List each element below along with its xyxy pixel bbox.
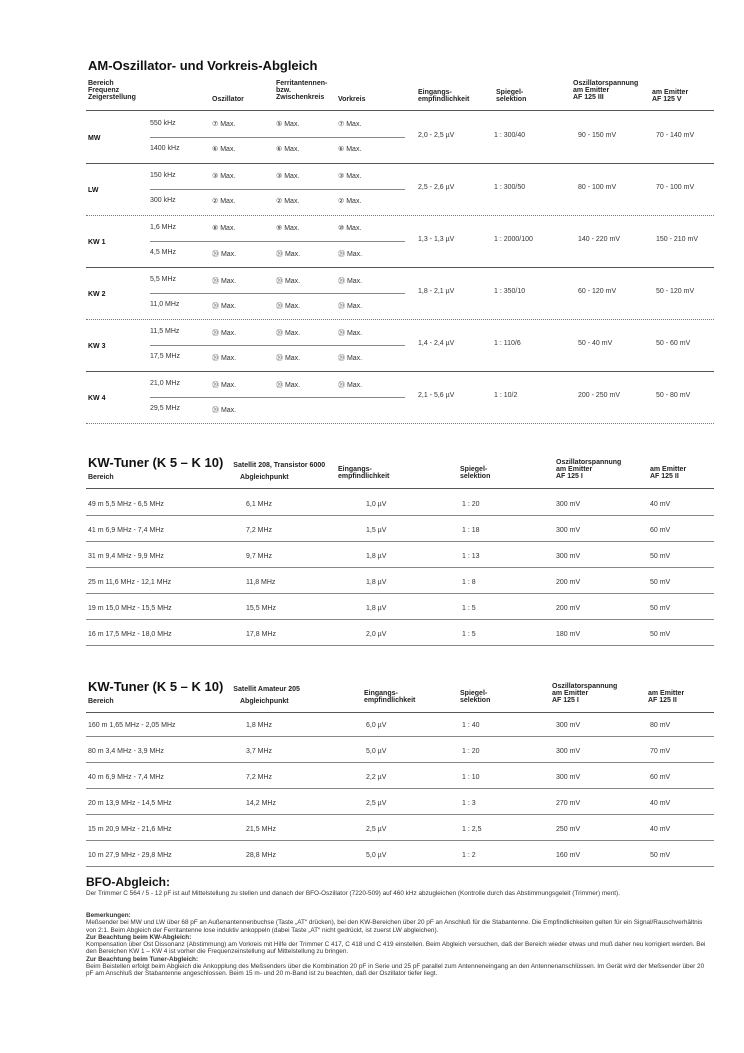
kw2-emitter-value: 40 mV [650, 800, 671, 807]
kw1-eingang-value: 1,5 µV [366, 527, 387, 534]
kw1-osz-value: 300 mV [556, 501, 581, 508]
am-spiegel-value: 1 : 300/40 [494, 132, 526, 139]
kw1-spiegel-value: 1 : 18 [462, 527, 480, 534]
kw1-abgleich-value: 7,2 MHz [246, 527, 273, 534]
am-row-separator [150, 241, 405, 242]
am-emitter-value: 50 - 80 mV [656, 392, 691, 399]
am-frequency: 4,5 MHz [150, 249, 177, 256]
am-header-am-emitter: am Emitter AF 125 V [652, 89, 689, 103]
am-osz-value: 60 - 120 mV [578, 288, 617, 295]
kw2-bereich-value: 20 m 13,9 MHz - 14,5 MHz [88, 800, 172, 807]
kw2-header-abgleich: Abgleichpunkt [240, 698, 289, 705]
kw1-bereich-value: 41 m 6,9 MHz - 7,4 MHz [88, 527, 164, 534]
am-header-spiegel: Spiegel- selektion [496, 89, 527, 103]
kw2-spiegel-value: 1 : 2 [462, 852, 476, 859]
bfo-note-paragraph [86, 919, 711, 934]
kw1-header-em: am Emitter AF 125 II [650, 466, 687, 480]
kw2-eingang-value: 2,5 µV [366, 826, 387, 833]
am-ferrit-value: ⑳ Max. [276, 278, 301, 285]
am-emitter-value: 70 - 100 mV [656, 184, 695, 191]
kw1-spiegel-value: 1 : 5 [462, 631, 476, 638]
am-vorkreis-value: ⑳ Max. [338, 382, 363, 389]
kw1-header-spiegel: Spiegel- selektion [460, 466, 491, 480]
kw2-header-osz: Oszillatorspannung am Emitter AF 125 I [552, 683, 618, 704]
kw1-header-abgleich: Abgleichpunkt [240, 474, 289, 481]
kw1-title: KW-Tuner (K 5 – K 10) [88, 455, 224, 470]
kw2-spiegel-value: 1 : 40 [462, 722, 480, 729]
kw2-abgleich-value: 1,8 MHz [246, 722, 273, 729]
kw2-eingang-value: 5,0 µV [366, 852, 387, 859]
kw1-abgleich-value: 15,5 MHz [246, 605, 276, 612]
am-group-rule [86, 267, 714, 268]
kw2-eingang-value: 2,5 µV [366, 800, 387, 807]
bfo-notes [86, 912, 711, 978]
am-group-rule [86, 319, 714, 320]
am-frequency: 11,5 MHz [150, 328, 180, 335]
kw2-spiegel-value: 1 : 20 [462, 748, 480, 755]
am-oszillator-value: ⑳ Max. [212, 355, 237, 362]
am-ferrit-value: ③ Max. [276, 173, 300, 180]
am-range-label: KW 4 [88, 395, 106, 402]
kw2-subtitle: Satellit Amateur 205 [233, 686, 300, 693]
am-oszillator-value: ⑳ Max. [212, 251, 237, 258]
am-vorkreis-value: ⑦ Max. [338, 121, 362, 128]
kw1-spiegel-value: 1 : 5 [462, 605, 476, 612]
kw2-title-block [88, 678, 300, 696]
am-header-eingang: Eingangs- empfindlichkeit [418, 89, 470, 103]
kw1-abgleich-value: 11,8 MHz [246, 579, 276, 586]
am-osz-value: 50 - 40 mV [578, 340, 613, 347]
am-frequency: 550 kHz [150, 120, 176, 127]
kw2-abgleich-value: 21,5 MHz [246, 826, 276, 833]
am-frequency: 17,5 MHz [150, 353, 180, 360]
kw2-title: KW-Tuner (K 5 – K 10) [88, 679, 224, 694]
am-group-rule [86, 423, 714, 424]
kw1-abgleich-value: 6,1 MHz [246, 501, 273, 508]
am-spiegel-value: 1 : 350/10 [494, 288, 526, 295]
kw1-emitter-value: 50 mV [650, 631, 671, 638]
bfo-note-label: Bemerkungen: [86, 912, 131, 919]
am-vorkreis-value: ⑥ Max. [338, 146, 362, 153]
kw2-eingang-value: 2,2 µV [366, 774, 387, 781]
kw1-eingang-value: 1,0 µV [366, 501, 387, 508]
kw2-eingang-value: 5,0 µV [366, 748, 387, 755]
am-group-rule [86, 163, 714, 164]
am-row-separator [150, 189, 405, 190]
kw1-row-rule [86, 593, 714, 594]
kw1-osz-value: 300 mV [556, 553, 581, 560]
kw2-emitter-value: 40 mV [650, 826, 671, 833]
am-vorkreis-value: ⑳ Max. [338, 278, 363, 285]
am-oszillator-value: ⑥ Max. [212, 146, 236, 153]
kw1-emitter-value: 50 mV [650, 553, 671, 560]
kw1-row-rule [86, 619, 714, 620]
kw1-osz-value: 200 mV [556, 579, 581, 586]
am-range-label: LW [88, 187, 99, 194]
kw1-header-eingang: Eingangs- empfindlichkeit [338, 466, 390, 480]
kw1-emitter-value: 60 mV [650, 527, 671, 534]
kw2-row-rule [86, 840, 714, 841]
kw1-emitter-value: 50 mV [650, 605, 671, 612]
kw1-spiegel-value: 1 : 20 [462, 501, 480, 508]
kw1-eingang-value: 1,8 µV [366, 605, 387, 612]
am-eingang-value: 2,5 - 2,6 µV [418, 184, 455, 191]
am-ferrit-value: ⑳ Max. [276, 355, 301, 362]
kw2-header-em: am Emitter AF 125 II [648, 690, 685, 704]
bfo-note-text: Beim Beistellen erfolgt beim Abgleich die Ankopplung des Meßsenders über die Kombination 20 pF in Serie und 25 pF parallel zum Antenneneingang an den Antennenanschlüssen. Im Gerät wird der Meßsender über 20 pF am Anschluß der Stabantenne angeschlossen. Beim 15 m- und 20 m-Band ist zu beachten, daß der Oszillator tiefer liegt. [86, 963, 705, 978]
am-osz-value: 140 - 220 mV [578, 236, 621, 243]
kw1-osz-value: 300 mV [556, 527, 581, 534]
am-oszillator-value: ③ Max. [212, 173, 236, 180]
kw1-emitter-value: 50 mV [650, 579, 671, 586]
kw1-bereich-value: 31 m 9,4 MHz - 9,9 MHz [88, 553, 164, 560]
am-spiegel-value: 1 : 300/50 [494, 184, 526, 191]
am-oszillator-value: ⑳ Max. [212, 382, 237, 389]
kw1-eingang-value: 1,8 µV [366, 553, 387, 560]
am-row-separator [150, 137, 405, 138]
am-spiegel-value: 1 : 10/2 [494, 392, 518, 399]
am-frequency: 21,0 MHz [150, 380, 180, 387]
kw2-eingang-value: 6,0 µV [366, 722, 387, 729]
kw2-emitter-value: 60 mV [650, 774, 671, 781]
am-range-label: MW [88, 135, 101, 142]
kw2-osz-value: 300 mV [556, 722, 581, 729]
kw2-row-rule [86, 866, 714, 867]
kw1-eingang-value: 1,8 µV [366, 579, 387, 586]
am-row-separator [150, 293, 405, 294]
kw2-emitter-value: 50 mV [650, 852, 671, 859]
kw2-row-rule [86, 788, 714, 789]
kw1-osz-value: 200 mV [556, 605, 581, 612]
kw2-header-bereich: Bereich [88, 698, 114, 705]
am-oszillator-value: ⑦ Max. [212, 121, 236, 128]
am-group-rule [86, 371, 714, 372]
am-ferrit-value: ⑳ Max. [276, 330, 301, 337]
am-ferrit-value: ⑤ Max. [276, 121, 300, 128]
bfo-note-paragraph [86, 941, 711, 956]
am-section-title: AM-Oszillator- und Vorkreis-Abgleich [88, 58, 318, 73]
am-ferrit-value: ⑳ Max. [276, 303, 301, 310]
kw2-bereich-value: 160 m 1,65 MHz - 2,05 MHz [88, 722, 176, 729]
am-vorkreis-value: ⑳ Max. [338, 355, 363, 362]
kw2-abgleich-value: 14,2 MHz [246, 800, 276, 807]
am-oszillator-value: ⑧ Max. [212, 225, 236, 232]
am-spiegel-value: 1 : 2000/100 [494, 236, 533, 243]
kw1-eingang-value: 2,0 µV [366, 631, 387, 638]
kw1-row-rule [86, 541, 714, 542]
am-ferrit-value: ⑳ Max. [276, 251, 301, 258]
am-vorkreis-value: ② Max. [338, 198, 362, 205]
am-range-label: KW 2 [88, 291, 106, 298]
am-oszillator-value: ⑳ Max. [212, 303, 237, 310]
am-emitter-value: 150 - 210 mV [656, 236, 699, 243]
kw1-bereich-value: 19 m 15,0 MHz - 15,5 MHz [88, 605, 172, 612]
kw2-bereich-value: 10 m 27,9 MHz - 29,8 MHz [88, 852, 172, 859]
kw2-abgleich-value: 3,7 MHz [246, 748, 273, 755]
kw2-abgleich-value: 28,8 MHz [246, 852, 276, 859]
kw1-header-rule [86, 488, 714, 489]
am-spiegel-value: 1 : 110/6 [494, 340, 521, 347]
am-osz-value: 90 - 150 mV [578, 132, 617, 139]
kw1-emitter-value: 40 mV [650, 501, 671, 508]
bfo-note-paragraph [86, 963, 711, 978]
am-emitter-value: 50 - 120 mV [656, 288, 695, 295]
am-group-rule [86, 215, 714, 216]
kw2-emitter-value: 80 mV [650, 722, 671, 729]
kw2-abgleich-value: 7,2 MHz [246, 774, 273, 781]
am-header-osz-spannung: Oszillatorspannung am Emitter AF 125 III [573, 80, 639, 101]
am-header-vorkreis: Vorkreis [338, 96, 366, 103]
kw2-spiegel-value: 1 : 10 [462, 774, 480, 781]
kw1-header-bereich: Bereich [88, 474, 114, 481]
kw2-osz-value: 160 mV [556, 852, 581, 859]
am-ferrit-value: ② Max. [276, 198, 300, 205]
kw2-row-rule [86, 736, 714, 737]
am-vorkreis-value: ③ Max. [338, 173, 362, 180]
bfo-note-paragraph [86, 934, 711, 941]
kw2-header-rule [86, 712, 714, 713]
kw2-header-eingang: Eingangs- empfindlichkeit [364, 690, 416, 704]
kw1-abgleich-value: 9,7 MHz [246, 553, 273, 560]
kw1-bereich-value: 16 m 17,5 MHz - 18,0 MHz [88, 631, 172, 638]
kw2-osz-value: 300 mV [556, 774, 581, 781]
am-oszillator-value: ⑳ Max. [212, 278, 237, 285]
bfo-note-paragraph [86, 956, 711, 963]
kw2-bereich-value: 15 m 20,9 MHz - 21,6 MHz [88, 826, 172, 833]
am-ferrit-value: ⑥ Max. [276, 146, 300, 153]
kw1-row-rule [86, 645, 714, 646]
am-osz-value: 80 - 100 mV [578, 184, 617, 191]
bfo-note-label: Zur Beachtung beim KW-Abgleich: [86, 933, 192, 941]
bfo-note-paragraph [86, 912, 711, 919]
kw1-spiegel-value: 1 : 8 [462, 579, 476, 586]
am-frequency: 1400 kHz [150, 145, 180, 152]
am-emitter-value: 70 - 140 mV [656, 132, 695, 139]
kw2-osz-value: 270 mV [556, 800, 581, 807]
am-eingang-value: 2,1 - 5,6 µV [418, 392, 455, 399]
bfo-title: BFO-Abgleich: [86, 875, 170, 889]
am-ferrit-value: ⑳ Max. [276, 382, 301, 389]
am-vorkreis-value: ⑳ Max. [338, 303, 363, 310]
am-frequency: 11,0 MHz [150, 301, 180, 308]
am-vorkreis-value: ⑩ Max. [338, 225, 362, 232]
kw2-header-spiegel: Spiegel- selektion [460, 690, 491, 704]
kw1-title-block [88, 454, 325, 472]
kw1-subtitle: Satellit 208, Transistor 6000 [233, 462, 326, 469]
am-vorkreis-value: ⑳ Max. [338, 251, 363, 258]
bfo-note-label: Zur Beachtung beim Tuner-Abgleich: [86, 955, 199, 963]
am-oszillator-value: ② Max. [212, 198, 236, 205]
am-header-rule [86, 110, 714, 111]
kw2-spiegel-value: 1 : 3 [462, 800, 476, 807]
am-frequency: 1,6 MHz [150, 224, 177, 231]
am-eingang-value: 1,8 - 2,1 µV [418, 288, 455, 295]
am-eingang-value: 2,0 - 2,5 µV [418, 132, 455, 139]
kw2-bereich-value: 80 m 3,4 MHz - 3,9 MHz [88, 748, 164, 755]
am-row-separator [150, 345, 405, 346]
am-range-label: KW 1 [88, 239, 106, 246]
am-vorkreis-value: ⑳ Max. [338, 330, 363, 337]
am-oszillator-value: ⑳ Max. [212, 330, 237, 337]
am-frequency: 150 kHz [150, 172, 176, 179]
am-eingang-value: 1,4 - 2,4 µV [418, 340, 455, 347]
kw1-row-rule [86, 567, 714, 568]
kw1-osz-value: 180 mV [556, 631, 581, 638]
kw1-abgleich-value: 17,8 MHz [246, 631, 276, 638]
bfo-text: Der Trimmer C 564 / 5 - 12 pF ist auf Mittelstellung zu stellen und danach der BFO-Oszillator (7220-509) auf 460 kHz abzugleichen (Kontrolle durch das Abstimmungsgeleit (Trimmer) ment). [86, 890, 620, 897]
kw2-row-rule [86, 814, 714, 815]
am-frequency: 5,5 MHz [150, 276, 177, 283]
am-frequency: 300 kHz [150, 197, 176, 204]
am-range-label: KW 3 [88, 343, 106, 350]
am-osz-value: 200 - 250 mV [578, 392, 621, 399]
kw1-header-osz: Oszillatorspannung am Emitter AF 125 I [556, 459, 622, 480]
am-frequency: 29,5 MHz [150, 405, 180, 412]
am-header-oszillator: Oszillator [212, 96, 244, 103]
kw2-osz-value: 250 mV [556, 826, 581, 833]
kw2-bereich-value: 40 m 6,9 MHz - 7,4 MHz [88, 774, 164, 781]
am-ferrit-value: ⑨ Max. [276, 225, 300, 232]
kw1-spiegel-value: 1 : 13 [462, 553, 480, 560]
am-header-ferrit: Ferritantennen- bzw. Zwischenkreis [276, 80, 328, 101]
am-row-separator [150, 397, 405, 398]
bfo-note-text: Kompensation über Ost Dissonanz (Abstimmung) am Vorkreis mit Hilfe der Trimmer C 417, C 418 und C 419 einstellen. Beim Abgleich versuchen, daß der Bereich wieder etwas und muß daher neu korrigiert werden. Bei den Bereichen KW 1 – KW 4 ist vorher die Frequenzeinstellung auf Mittelstellung zu bringen. [86, 941, 706, 956]
am-header-bereich: Bereich Frequenz Zeigerstellung [88, 80, 136, 101]
bfo-note-text: Meßsender bei MW und LW über 68 pF an Außenantennenbuchse (Taste „AT“ drücken), bei den KW-Bereichen über 20 pF an Anschluß für die Stabantenne. Die Empfindlichkeiten gelten für ein Signal/Rauschverhältnis von 2:1. Beim Abgleich der Ferritantenne lose induktiv ankoppeln (dabei Taste „AT“ nicht gedrückt, ist zuerst LW abgleichen). [86, 919, 703, 934]
am-oszillator-value: ⑳ Max. [212, 407, 237, 414]
kw1-bereich-value: 49 m 5,5 MHz - 6,5 MHz [88, 501, 164, 508]
kw2-row-rule [86, 762, 714, 763]
kw1-bereich-value: 25 m 11,6 MHz - 12,1 MHz [88, 579, 172, 586]
kw2-osz-value: 300 mV [556, 748, 581, 755]
kw1-row-rule [86, 515, 714, 516]
am-eingang-value: 1,3 - 1,3 µV [418, 236, 455, 243]
kw2-emitter-value: 70 mV [650, 748, 671, 755]
am-emitter-value: 50 - 60 mV [656, 340, 691, 347]
kw2-spiegel-value: 1 : 2,5 [462, 826, 482, 833]
